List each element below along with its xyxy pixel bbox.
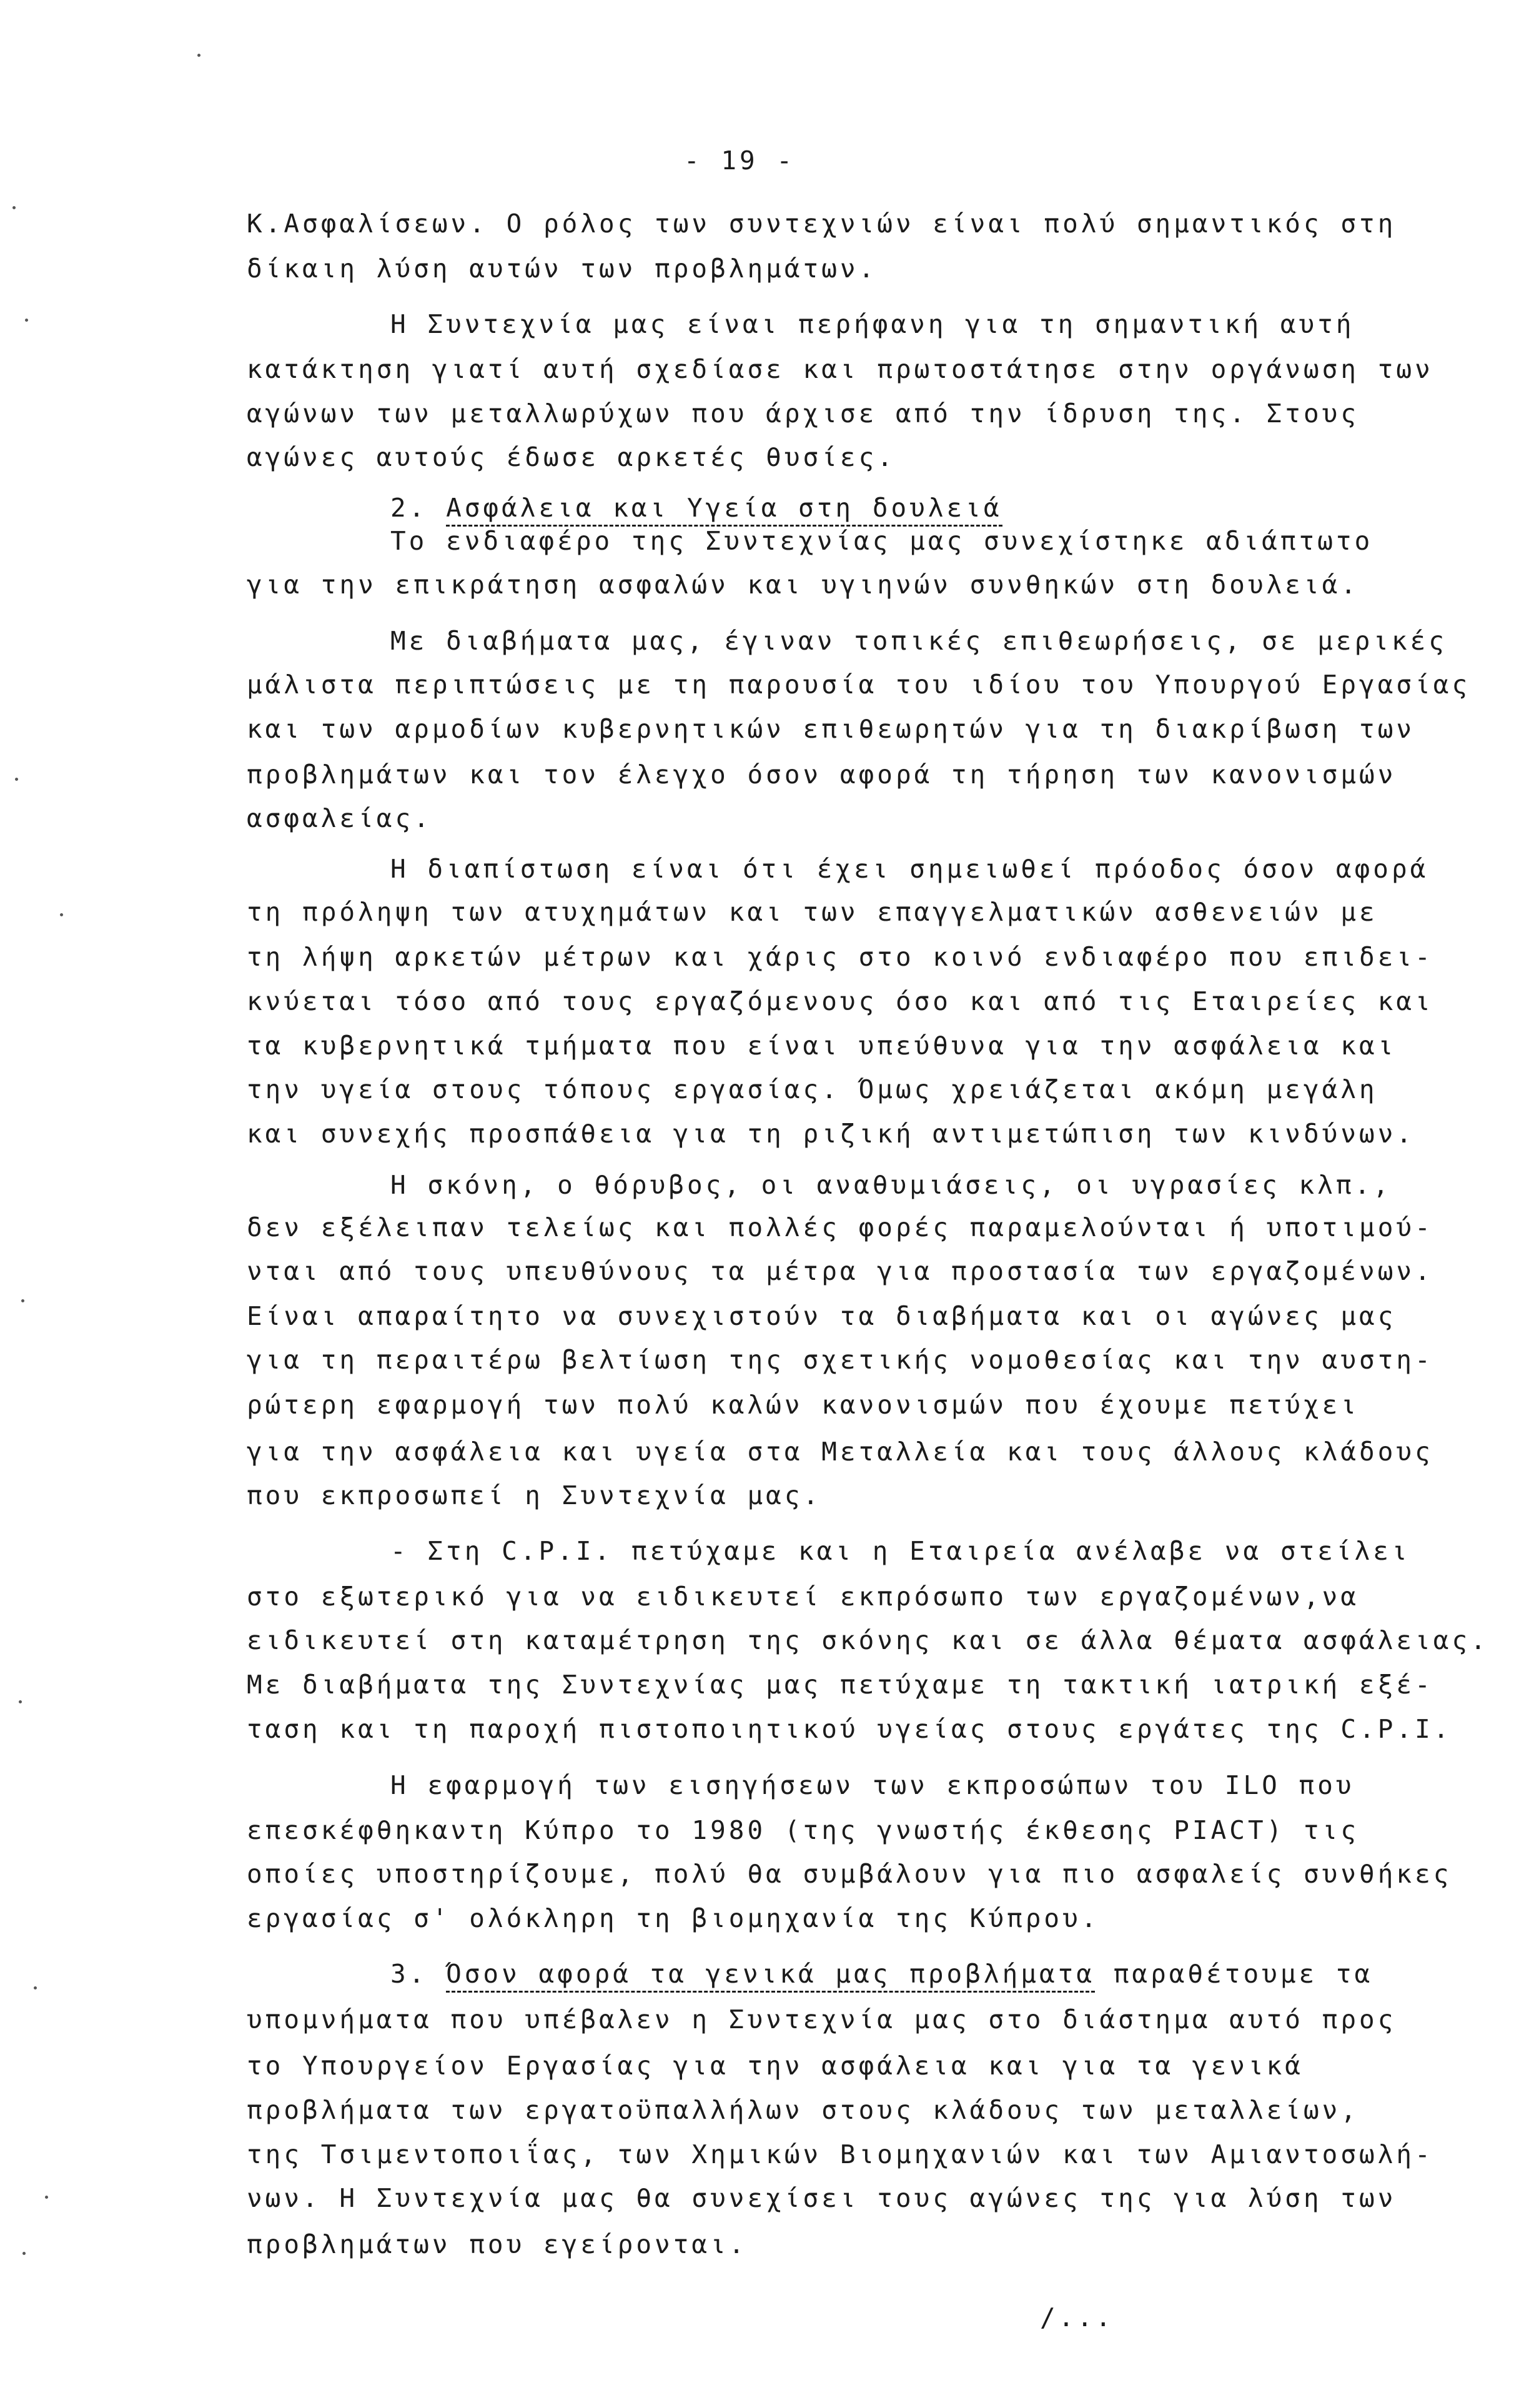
- scan-speck: [45, 2196, 48, 2199]
- section-number: 3.: [390, 1959, 428, 1989]
- section-heading-rest: παραθέτουμε τα: [1095, 1959, 1373, 1989]
- text-line: το Υπουργείον Εργασίας για την ασφάλεια και για τα γενικά: [247, 2051, 1304, 2081]
- text-line: ειδικευτεί στη καταμέτρηση της σκόνης και σε άλλα θέματα ασφάλειας.: [247, 1625, 1489, 1655]
- section-3-heading: [390, 1961, 1373, 1987]
- page-number: - 19 -: [684, 146, 796, 176]
- text-line: Με διαβήματα της Συντεχνίας μας πετύχαμε τη τακτική ιατρική εξέ-: [247, 1670, 1433, 1700]
- text-line: κατάκτηση γιατί αυτή σχεδίασε και πρωτοστάτησε στην οργάνωση των: [247, 354, 1433, 384]
- scan-speck: [19, 1700, 22, 1703]
- text-line: Η σκόνη, ο θόρυβος, οι αναθυμιάσεις, οι υγρασίες κλπ.,: [390, 1170, 1392, 1200]
- text-line: δεν εξέλειπαν τελείως και πολλές φορές παραμελούνται ή υποτιμού-: [247, 1212, 1433, 1242]
- text-line: Με διαβήματα μας, έγιναν τοπικές επιθεωρήσεις, σε μερικές: [390, 626, 1447, 656]
- text-line: ασφαλείας.: [247, 803, 432, 833]
- text-line: αγώνων των μεταλλωρύχων που άρχισε από την ίδρυση της. Στους: [247, 399, 1360, 429]
- text-line: Η διαπίστωση είναι ότι έχει σημειωθεί πρόοδος όσον αφορά: [390, 854, 1429, 884]
- section-title: Ασφάλεια και Υγεία στη δουλειά: [446, 493, 1002, 527]
- text-line: της Τσιμεντοποιΐας, των Χημικών Βιομηχανιών και των Αμιαντοσωλή-: [247, 2139, 1433, 2169]
- text-line: τα κυβερνητικά τμήματα που είναι υπεύθυνα για την ασφάλεια και: [247, 1031, 1397, 1061]
- text-line: εργασίας σ' ολόκληρη τη βιομηχανία της Κύπρου.: [247, 1903, 1100, 1933]
- scan-speck: [22, 2252, 26, 2255]
- text-line: αγώνες αυτούς έδωσε αρκετές θυσίες.: [247, 442, 896, 472]
- text-line: δίκαιη λύση αυτών των προβλημάτων.: [247, 254, 878, 284]
- scan-speck: [34, 1986, 37, 1989]
- text-line: Το ενδιαφέρο της Συντεχνίας μας συνεχίστηκε αδιάπτωτο: [390, 526, 1373, 556]
- scan-speck: [60, 913, 63, 916]
- text-line: προβλημάτων που εγείρονται.: [247, 2229, 748, 2259]
- text-line: και συνεχής προσπάθεια για τη ριζική αντιμετώπιση των κινδύνων.: [247, 1119, 1415, 1149]
- text-line: επεσκέφθηκαντη Κύπρο το 1980 (της γνωστής έκθεσης PIACT) τις: [247, 1815, 1360, 1845]
- text-line: ρώτερη εφαρμογή των πολύ καλών κανονισμών που έχουμε πετύχει: [247, 1390, 1360, 1420]
- text-line: οποίες υποστηρίζουμε, πολύ θα συμβάλουν για πιο ασφαλείς συνθήκες: [247, 1859, 1452, 1889]
- scan-speck: [21, 1299, 24, 1302]
- text-line: κνύεται τόσο από τους εργαζόμενους όσο και από τις Εταιρείες και: [247, 986, 1433, 1016]
- section-title: Όσον αφορά τα γενικά μας προβλήματα: [446, 1959, 1095, 1993]
- text-line: την υγεία στους τόπους εργασίας. Όμως χρειάζεται ακόμη μεγάλη: [247, 1074, 1378, 1104]
- text-line: Κ.Ασφαλίσεων. Ο ρόλος των συντεχνιών είναι πολύ σημαντικός στη: [247, 209, 1397, 239]
- text-line: και των αρμοδίων κυβερνητικών επιθεωρητών για τη διακρίβωση των: [247, 714, 1415, 744]
- text-line: ταση και τη παροχή πιστοποιητικού υγείας στους εργάτες της C.P.I.: [247, 1714, 1452, 1744]
- text-line: νται από τους υπευθύνους τα μέτρα για προστασία των εργαζομένων.: [247, 1256, 1433, 1286]
- text-line: προβλημάτων και τον έλεγχο όσον αφορά τη τήρηση των κανονισμών: [247, 760, 1397, 790]
- text-line: τη πρόληψη των ατυχημάτων και των επαγγελματικών ασθενειών με: [247, 897, 1378, 927]
- section-2-heading: [390, 495, 1002, 521]
- continuation-mark: /...: [1040, 2302, 1114, 2332]
- text-line: υπομνήματα που υπέβαλεν η Συντεχνία μας στο διάστημα αυτό προς: [247, 2004, 1397, 2034]
- text-line: που εκπροσωπεί η Συντεχνία μας.: [247, 1480, 822, 1510]
- text-line: για την επικράτηση ασφαλών και υγιηνών συνθηκών στη δουλειά.: [247, 570, 1360, 600]
- scan-speck: [25, 319, 28, 322]
- text-line: νων. Η Συντεχνία μας θα συνεχίσει τους αγώνες της για λύση των: [247, 2183, 1397, 2213]
- text-line: Η εφαρμογή των εισηγήσεων των εκπροσώπων του ILO που: [390, 1770, 1355, 1800]
- text-line: - Στη C.P.I. πετύχαμε και η Εταιρεία ανέλαβε να στείλει: [390, 1536, 1410, 1566]
- text-line: τη λήψη αρκετών μέτρων και χάρις στο κοινό ενδιαφέρο που επιδει-: [247, 942, 1433, 972]
- scan-speck: [12, 206, 16, 209]
- text-line: Η Συντεχνία μας είναι περήφανη για τη σημαντική αυτή: [390, 309, 1355, 339]
- section-number: 2.: [390, 493, 428, 523]
- text-line: για τη περαιτέρω βελτίωση της σχετικής νομοθεσίας και την αυστη-: [247, 1345, 1433, 1375]
- text-line: μάλιστα περιπτώσεις με τη παρουσία του ιδίου του Υπουργού Εργασίας: [247, 670, 1471, 700]
- text-line: Είναι απαραίτητο να συνεχιστούν τα διαβήματα και οι αγώνες μας: [247, 1301, 1397, 1331]
- text-line: προβλήματα των εργατοϋπαλλήλων στους κλάδους των μεταλλείων,: [247, 2095, 1360, 2125]
- scan-speck: [197, 54, 200, 57]
- text-line: στο εξωτερικό για να ειδικευτεί εκπρόσωπο των εργαζομένων,να: [247, 1582, 1360, 1612]
- scan-speck: [15, 778, 18, 781]
- text-line: για την ασφάλεια και υγεία στα Μεταλλεία και τους άλλους κλάδους: [247, 1437, 1433, 1467]
